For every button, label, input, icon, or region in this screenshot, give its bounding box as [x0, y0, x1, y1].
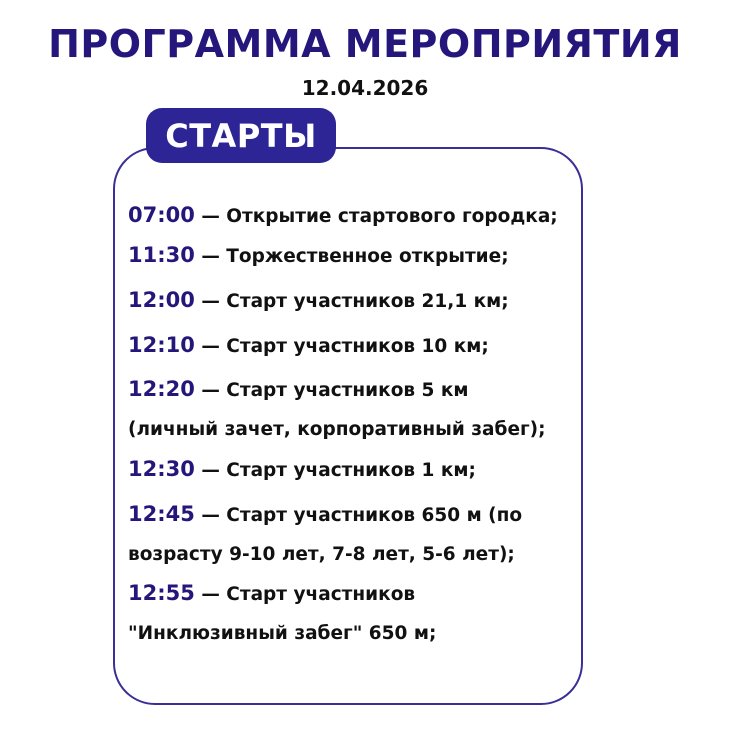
schedule-text: Старт участников: [226, 584, 416, 605]
schedule-item: [128, 326, 588, 366]
schedule-text: Старт участников 10 км;: [226, 336, 489, 357]
page-title: ПРОГРАММА МЕРОПРИЯТИЯ: [48, 22, 682, 66]
schedule-text: Старт участников 1 км;: [226, 460, 476, 481]
schedule-text: Старт участников 650 м (по: [226, 505, 523, 526]
schedule-time: 12:10: [128, 333, 195, 357]
schedule-text: Торжественное открытие;: [226, 246, 509, 267]
schedule-time: 12:20: [128, 377, 195, 401]
schedule-item: [128, 236, 588, 276]
schedule-text: Старт участников 21,1 км;: [226, 291, 509, 312]
schedule-dash: —: [201, 460, 220, 481]
schedule-text-continued: "Инклюзивный забег" 650 м;: [128, 623, 437, 644]
schedule-item: [128, 196, 588, 236]
schedule-dash: —: [201, 206, 220, 227]
schedule-time: 11:30: [128, 243, 195, 267]
schedule-item: [128, 450, 588, 490]
schedule-time: 12:45: [128, 502, 195, 526]
schedule-item: [128, 281, 588, 321]
section-tab-label: СТАРТЫ: [165, 116, 317, 155]
schedule-text-continued: (личный зачет, корпоративный забег);: [128, 419, 546, 440]
schedule-dash: —: [201, 291, 220, 312]
schedule-text: Открытие стартового городка;: [226, 206, 558, 227]
schedule-item: [128, 574, 588, 653]
schedule-dash: —: [201, 380, 220, 401]
schedule-item: [128, 495, 588, 574]
event-date: 12.04.2026: [301, 76, 429, 100]
section-tab: [146, 108, 336, 163]
schedule-time: 12:55: [128, 581, 195, 605]
schedule-dash: —: [201, 584, 220, 605]
schedule-time: 12:30: [128, 457, 195, 481]
schedule-item: [128, 370, 588, 449]
schedule-text-continued: возрасту 9-10 лет, 7-8 лет, 5-6 лет);: [128, 544, 515, 565]
schedule-dash: —: [201, 505, 220, 526]
schedule-time: 12:00: [128, 288, 195, 312]
schedule-time: 07:00: [128, 203, 195, 227]
schedule-dash: —: [201, 246, 220, 267]
schedule-dash: —: [201, 336, 220, 357]
schedule-text: Старт участников 5 км: [226, 380, 469, 401]
